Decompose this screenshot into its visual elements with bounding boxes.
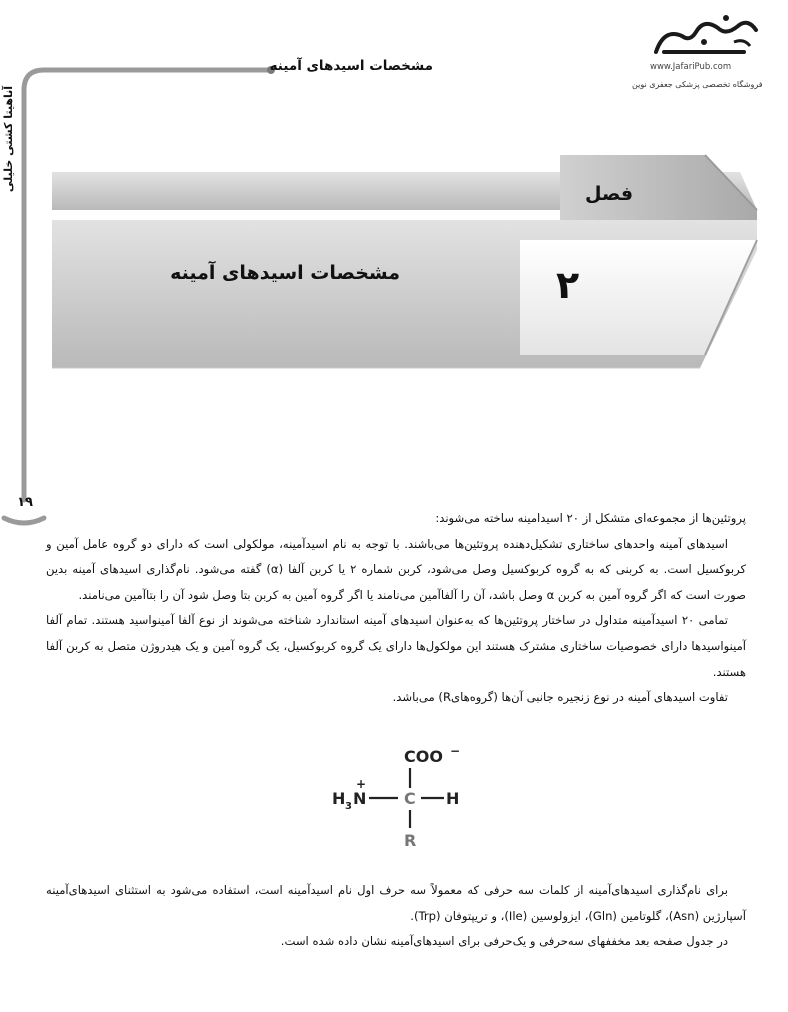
paragraph-table-note: در جدول صفحه بعد مخففهای سه‌حرفی و یک‌حرفی برای اسیدهای‌آمینه نشان داده شده است. [280,934,728,949]
chapter-number: ۲ [556,263,580,307]
page-number: ۱۹ [17,495,33,510]
paragraph-definition: اسیدهای آمینه واحدهای ساختاری تشکیل‌دهنده پروتئین‌ها می‌باشند. با توجه به نام اسیدآمینه، مولکولی است که دارای دو گروه عامل آمین و کربوکسیل است. به کربنی که به گروه کربوکسیل وصل می‌شود، کربن شماره ۲ یا کربن آلفا (α) گفته می‌شود. نام‌گذاری اسیدهای آمینه بدین صورت است که اگر گروه آمین به کربن α وصل باشد، آن را آلفاآمین می‌نامند یا اگر گروه آمین به کربن بتا وصل شود آن را بتاآمین می‌نامند. [46,536,746,602]
body-text [46,506,746,711]
paragraph-abbreviations: برای نام‌گذاری اسیدهای‌آمینه از کلمات سه حرفی که معمولاً سه حرف اول نام اسیدآمینه است، استفاده می‌شود به استثنای اسیدهای‌آمینه آسپارژین (Asn)، گلوتامین (Gln)، ایزولوسین (Ile)، و تریپتوفان (Trp). [46,883,746,923]
formula-amine-charge: + [356,777,367,791]
body-text-continued [46,878,746,955]
paragraph-side-chain: تفاوت اسیدهای آمینه در نوع زنجیره جانبی آن‌ها (گروه‌هایR) می‌باشد. [392,690,728,705]
formula-carboxyl-charge: − [450,744,461,758]
chapter-word: فصل [585,183,634,205]
formula-carboxyl: COO [404,747,443,766]
paragraph-intro: پروتئین‌ها از مجموعه‌ای متشکل از ۲۰ اسیدامینه ساخته می‌شوند: [435,511,746,525]
side-author-text: آناهیتا کشتی خلیلی [2,86,15,193]
publisher-subtitle: فروشگاه تخصصی پزشکی جعفری نوین [632,80,763,89]
formula-hydrogen: H [446,789,460,808]
formula-r-group: R [404,831,417,850]
running-title: مشخصات اسیدهای آمینه [269,58,433,74]
paragraph-alpha-amino: تمامی ۲۰ اسیدآمینه متداول در ساختار پروتئین‌ها که به‌عنوان اسیدهای آمینه استاندارد شناخته می‌شوند از نوع آلفا آمینواسید هستند. تمام آلفا آمینواسیدها دارای خصوصیات ساختاری مشترک هستند این مولکول‌ها دارای یک گروه کربوکسیل، یک گروه آمین و یک هیدروژن متصل به کربن آلفا هستند. [46,613,746,679]
amino-acid-structure [320,740,490,850]
publisher-url: www.JafariPub.com [650,62,732,72]
chapter-title: مشخصات اسیدهای آمینه [170,262,400,284]
formula-amine-sub: 3 [345,801,352,812]
formula-amine-h: H [332,789,346,808]
formula-alpha-carbon: C [404,789,416,808]
formula-amine-n: N [353,789,367,808]
